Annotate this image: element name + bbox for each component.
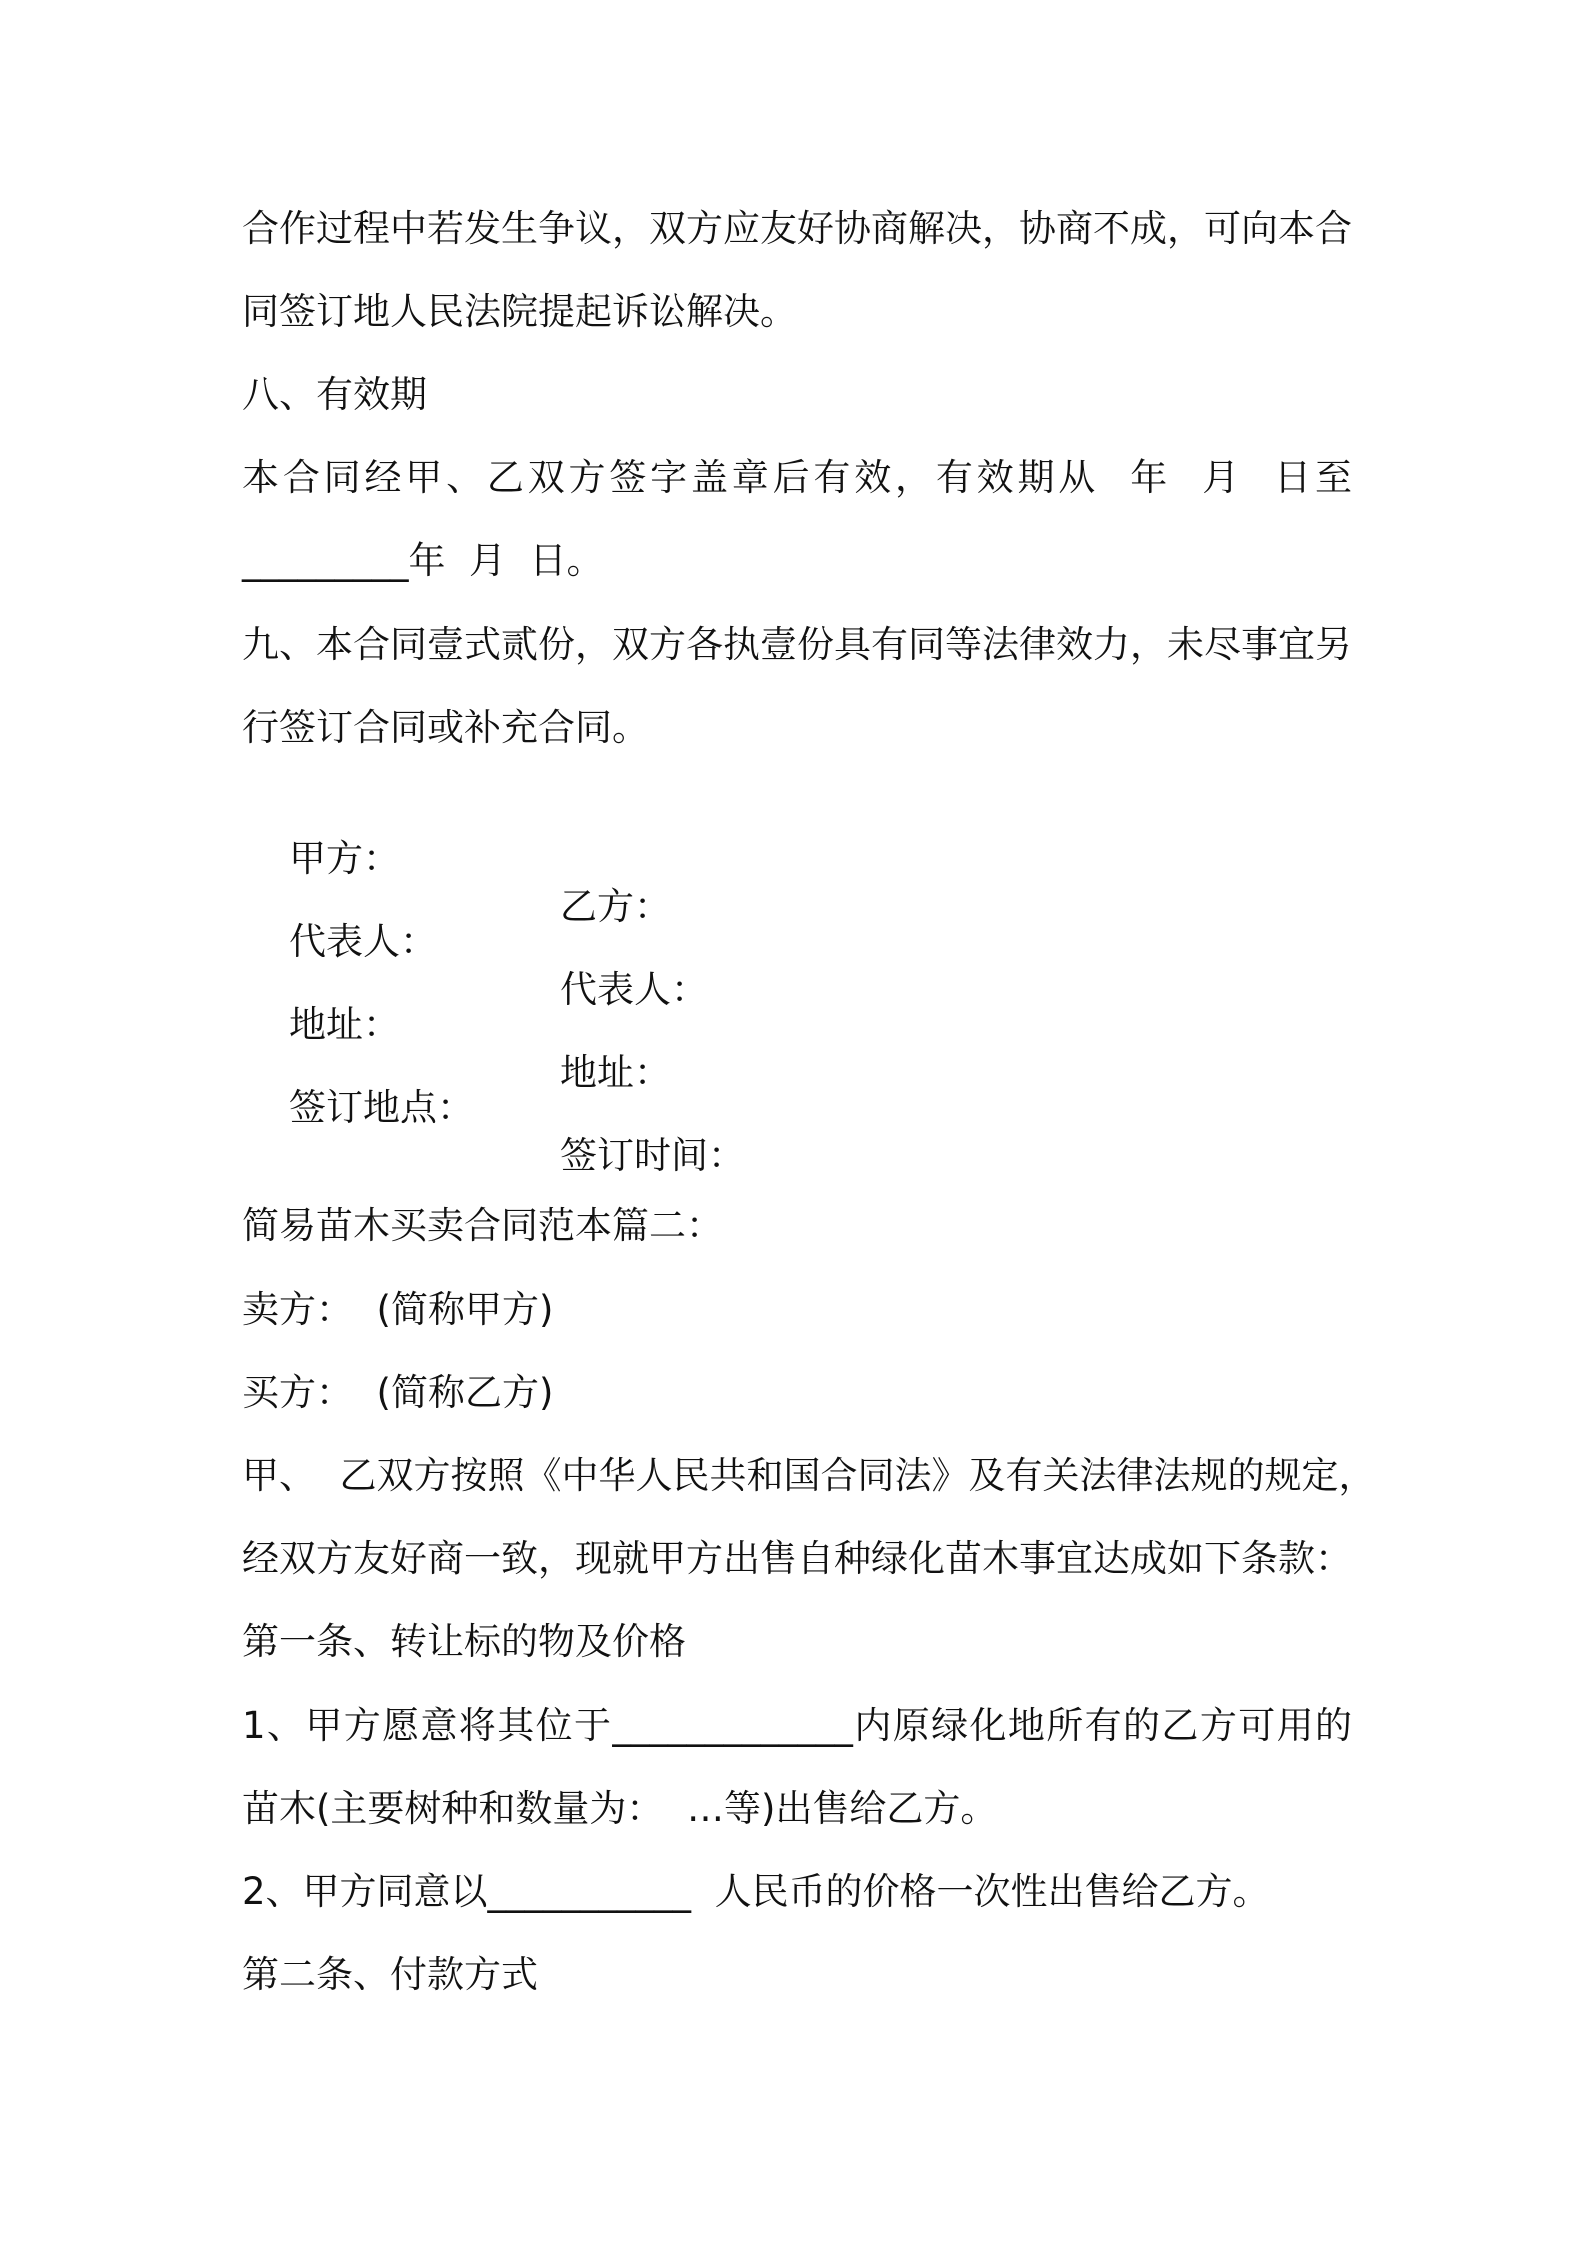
validity-paragraph-line-1: 本合同经甲、乙双方签字盖章后有效，有效期从 年 月 日至	[242, 456, 1352, 499]
clause-one-line-2: 苗木(主要树种和数量为： …等)出售给乙方。	[242, 1787, 998, 1830]
intro-line-1: 甲、 乙双方按照《中华人民共和国合同法》及有关法律法规的规定，	[242, 1454, 1376, 1497]
party-a-address-label: 地址：	[289, 1003, 401, 1046]
section-eight-heading: 八、有效期	[242, 373, 427, 416]
party-b-representative-label: 代表人：	[560, 968, 708, 1011]
signing-place-label: 签订地点：	[289, 1086, 475, 1129]
party-b-address-label: 地址：	[560, 1051, 671, 1094]
signature-row-party	[242, 787, 671, 928]
section-nine-line-1: 九、本合同壹式贰份，双方各执壹份具有同等法律效力，未尽事宜另	[242, 623, 1352, 666]
party-a-label: 甲方：	[289, 837, 401, 880]
section-nine-line-2: 行签订合同或补充合同。	[242, 706, 649, 749]
signing-time-label: 签订时间：	[560, 1134, 745, 1177]
party-a-representative-label: 代表人：	[289, 920, 438, 963]
clause-one-line-1: 1、甲方愿意将其位于_____________内原绿化地所有的乙方可用的	[242, 1704, 1352, 1747]
party-b-label: 乙方：	[560, 885, 671, 928]
clause-two-line: 2、甲方同意以___________ 人民币的价格一次性出售给乙方。	[242, 1870, 1270, 1913]
intro-line-2: 经双方友好商一致，现就甲方出售自种绿化苗木事宜达成如下条款：	[242, 1537, 1352, 1580]
buyer-line: 买方： (简称乙方)	[242, 1371, 554, 1414]
dispute-paragraph-line-2: 同签订地人民法院提起诉讼解决。	[242, 290, 797, 333]
seller-line: 卖方： (简称甲方)	[242, 1288, 554, 1331]
article-two-heading: 第二条、付款方式	[242, 1953, 538, 1996]
article-one-heading: 第一条、转让标的物及价格	[242, 1620, 686, 1663]
part-two-title: 简易苗木买卖合同范本篇二：	[242, 1204, 723, 1247]
validity-paragraph-line-2: _________年 月 日。	[242, 539, 604, 582]
dispute-paragraph-line-1: 合作过程中若发生争议，双方应友好协商解决，协商不成，可向本合	[242, 207, 1352, 250]
